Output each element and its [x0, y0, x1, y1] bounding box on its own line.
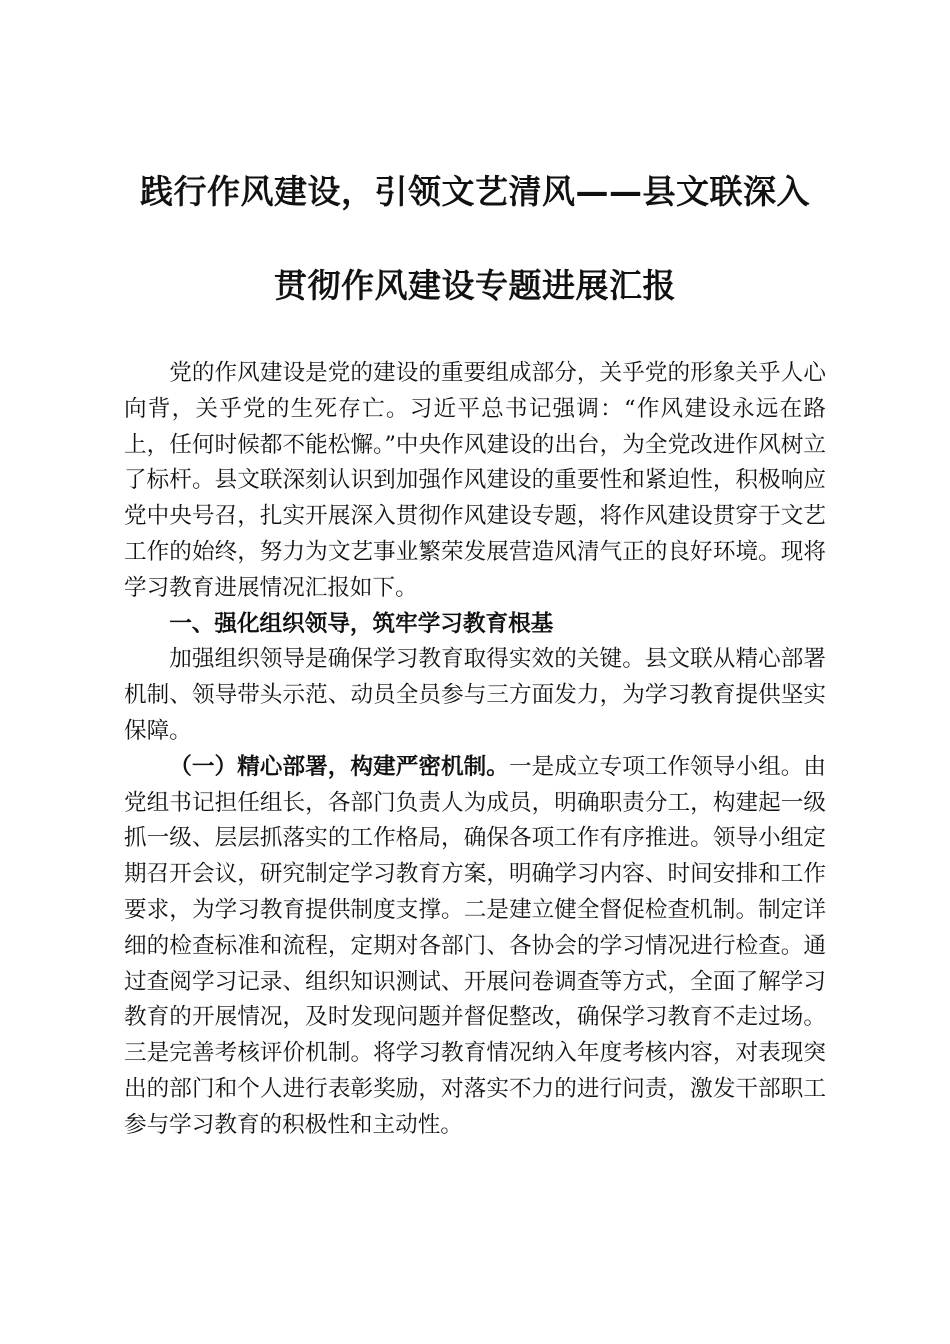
- intro-paragraph: 党的作风建设是党的建设的重要组成部分，关乎党的形象关乎人心向背，关乎党的生死存亡。习近平总书记强调：“作风建设永远在路上，任何时候都不能松懈。”中央作风建设的出台，为全党改进作风树立了标杆。县文联深刻认识到加强作风建设的重要性和紧迫性，积极响应党中央号召，扎实开展深入贯彻作风建设专题，将作风建设贯穿于文艺工作的始终，努力为文艺事业繁荣发展营造风清气正的良好环境。现将学习教育进展情况汇报如下。: [124, 360, 826, 601]
- document-title-line-1: 践行作风建设，引领文艺清风——县文联深入: [140, 172, 810, 211]
- document-title-line-2: 贯彻作风建设专题进展汇报: [274, 266, 676, 305]
- section-1-intro-paragraph: 加强组织领导是确保学习教育取得实效的关键。县文联从精心部署机制、领导带头示范、动员全员参与三方面发力，为学习教育提供坚实保障。: [124, 646, 826, 744]
- document-body: [124, 356, 826, 1144]
- subsection-1-paragraph: [124, 750, 826, 1144]
- section-1-heading: 一、强化组织领导，筑牢学习教育根基: [169, 610, 554, 637]
- subsection-1-heading: （一）精心部署，构建严密机制。: [169, 753, 509, 780]
- subsection-1-body: 一是成立专项工作领导小组。由党组书记担任组长，各部门负责人为成员，明确职责分工，构建起一级抓一级、层层抓落实的工作格局，确保各项工作有序推进。领导小组定期召开会议，研究制定学习教育方案，明确学习内容、时间安排和工作要求，为学习教育提供制度支撑。二是建立健全督促检查机制。制定详细的检查标准和流程，定期对各部门、各协会的学习情况进行检查。通过查阅学习记录、组织知识测试、开展问卷调查等方式，全面了解学习教育的开展情况，及时发现问题并督促整改，确保学习教育不走过场。三是完善考核评价机制。将学习教育情况纳入年度考核内容，对表现突出的部门和个人进行表彰奖励，对落实不力的进行问责，激发干部职工参与学习教育的积极性和主动性。: [124, 753, 827, 1138]
